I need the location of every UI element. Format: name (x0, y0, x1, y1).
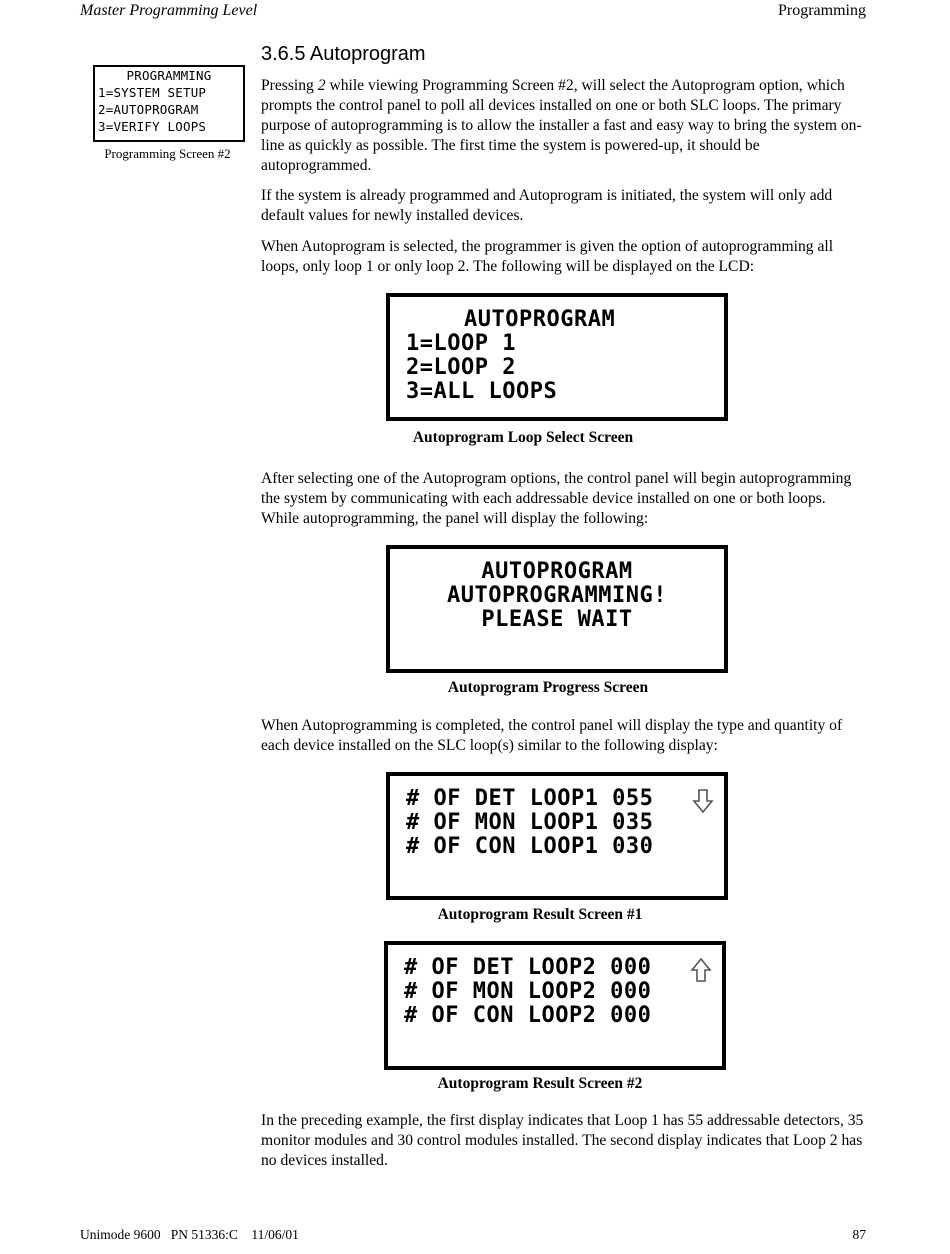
autoprogram-result-1-lcd (386, 772, 728, 900)
result-2-caption: Autoprogram Result Screen #2 (437, 1075, 643, 1092)
lcd-line: AUTOPROGRAM (464, 307, 616, 332)
lcd-line: 3=ALL LOOPS (406, 379, 558, 404)
paragraph-intro (261, 76, 867, 176)
paragraph-intro-a: Pressing (261, 77, 318, 94)
programming-screen-2-lcd (93, 65, 245, 142)
lcd-line: PROGRAMMING (126, 68, 212, 83)
lcd-line: # OF MON LOOP2 000 (404, 979, 652, 1004)
paragraph-already-programmed: If the system is already programmed and Autoprogram is initiated, the system will only add default values for newly installed devices. (261, 187, 833, 224)
lcd-line: 1=SYSTEM SETUP (98, 85, 207, 100)
paragraph-completed: When Autoprogramming is completed, the control panel will display the type and quantity of each device installed on the SLC loop(s) similar to the following display: (261, 717, 843, 754)
lcd-line: 3=VERIFY LOOPS (98, 119, 207, 134)
paragraph-intro-key: 2 (317, 77, 326, 94)
lcd-line: AUTOPROGRAM (481, 559, 633, 584)
lcd-line: # OF CON LOOP1 030 (406, 834, 654, 859)
paragraph-intro-b: while viewing Programming Screen #2, will select the Autoprogram option, which prompts the control panel to poll all devices installed on one or both SLC loops. The primary purpose of autoprogramming is to allow the installer a fast and easy way to bring the system on-line as quickly as possible. The first time the system is powered-up, it should be autoprogrammed. (261, 77, 862, 174)
programming-screen-2-caption: Programming Screen #2 (104, 146, 231, 161)
autoprogram-result-2-lcd (384, 941, 726, 1070)
footer-document-id: Unimode 9600 PN 51336:C 11/06/01 (80, 1227, 299, 1242)
result-1-caption: Autoprogram Result Screen #1 (437, 906, 643, 923)
down-arrow-icon (692, 788, 714, 814)
paragraph-loop-option: When Autoprogram is selected, the programmer is given the option of autoprogramming all loops, only loop 1 or only loop 2. The following will be displayed on the LCD: (261, 238, 834, 275)
lcd-line: # OF CON LOOP2 000 (404, 1003, 652, 1028)
progress-caption: Autoprogram Progress Screen (447, 679, 649, 696)
lcd-line: 1=LOOP 1 (406, 331, 516, 356)
paragraph-progress: After selecting one of the Autoprogram options, the control panel will begin autoprogramming the system by communicating with each addressable device installed on one or both loops. While autoprogramming, the panel will display the following: (261, 470, 852, 527)
running-header-right: Programming (778, 2, 866, 19)
section-title: 3.6.5 Autoprogram (261, 43, 426, 65)
paragraph-example: In the preceding example, the first display indicates that Loop 1 has 55 addressable detectors, 35 monitor modules and 30 control modules installed. The second display indicates that Loop 2 has no devices installed. (261, 1112, 864, 1169)
lcd-line: # OF DET LOOP2 000 (404, 955, 652, 980)
lcd-line: # OF DET LOOP1 055 (406, 786, 654, 811)
page-number: 87 (852, 1227, 866, 1242)
autoprogram-progress-lcd (386, 545, 728, 673)
lcd-line: PLEASE WAIT (481, 607, 633, 632)
lcd-line: # OF MON LOOP1 035 (406, 810, 654, 835)
loop-select-caption: Autoprogram Loop Select Screen (412, 429, 634, 446)
up-arrow-icon (690, 957, 712, 983)
lcd-line: 2=AUTOPROGRAM (98, 102, 199, 117)
lcd-line: AUTOPROGRAMMING! (447, 583, 667, 608)
lcd-line: 2=LOOP 2 (406, 355, 516, 380)
autoprogram-loop-select-lcd (386, 293, 728, 421)
running-header-left: Master Programming Level (80, 2, 258, 19)
